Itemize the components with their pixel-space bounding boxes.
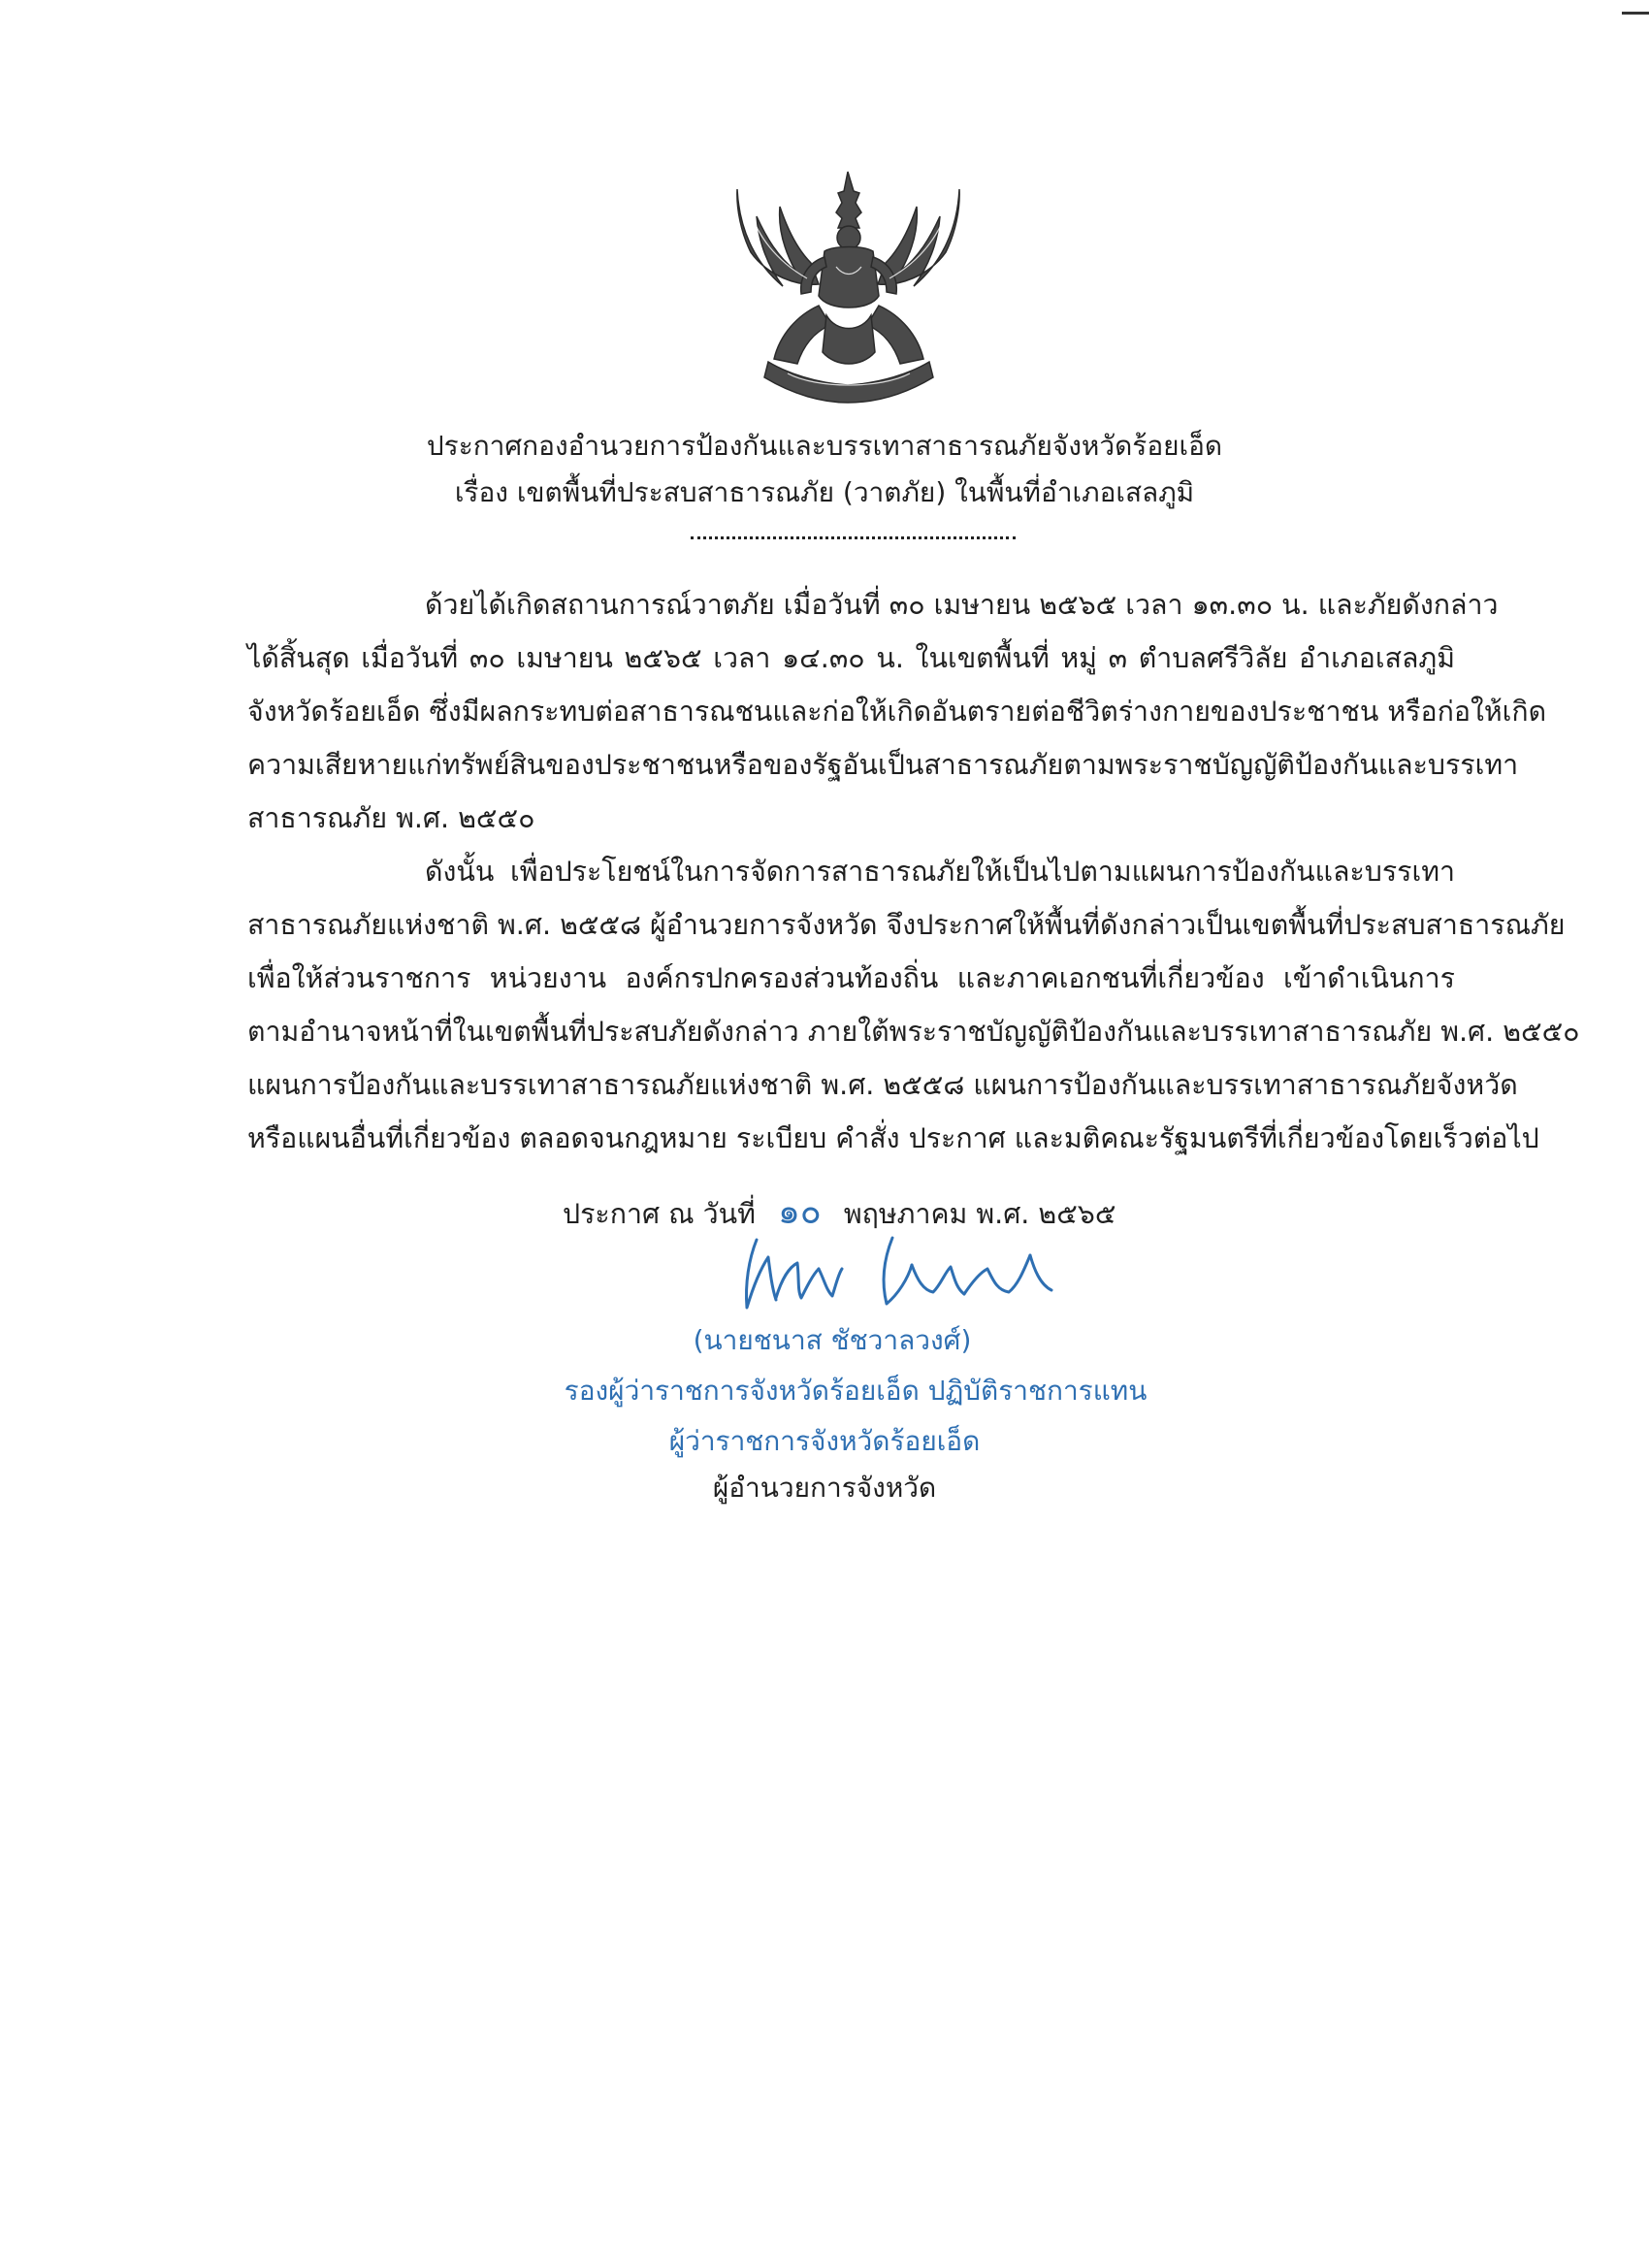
paragraph-2-line: แผนการป้องกันและบรรเทาสาธารณภัยแห่งชาติ พ.ศ. ๒๕๕๘ แผนการป้องกันและบรรเทาสาธารณภัยจังหวัด xyxy=(247,1069,1518,1101)
paragraph-2-line: ตามอำนาจหน้าที่ในเขตพื้นที่ประสบภัยดังกล่าว ภายใต้พระราชบัญญัติป้องกันและบรรเทาสาธารณภัย พ.ศ. ๒๕๕๐ xyxy=(247,1016,1580,1048)
signatory-name: (นายชนาส ชัชวาลวงศ์) xyxy=(693,1324,972,1356)
paragraph-1-line: ด้วยได้เกิดสถานการณ์วาตภัย เมื่อวันที่ ๓๐ เมษายน ๒๕๖๕ เวลา ๑๓.๓๐ น. และภัยดังกล่าว xyxy=(425,589,1499,621)
handwritten-signature xyxy=(718,1230,1067,1317)
scan-edge-mark xyxy=(1622,12,1649,15)
date-day: ๑๐ xyxy=(777,1192,822,1232)
signatory-position: ผู้อำนวยการจังหวัด xyxy=(712,1472,937,1504)
garuda-emblem-icon xyxy=(729,170,967,407)
paragraph-2-line: เพื่อให้ส่วนราชการ หน่วยงาน องค์กรปกครองส่วนท้องถิ่น และภาคเอกชนที่เกี่ยวข้อง เข้าดำเนินการ xyxy=(247,962,1455,994)
paragraph-1-line: จังหวัดร้อยเอ็ด ซึ่งมีผลกระทบต่อสาธารณชนและก่อให้เกิดอันตรายต่อชีวิตร่างกายของประชาชน หรือก่อให้เกิด xyxy=(247,696,1547,728)
signatory-position: รองผู้ว่าราชการจังหวัดร้อยเอ็ด ปฏิบัติราชการแทน xyxy=(564,1375,1148,1407)
signatory-position: ผู้ว่าราชการจังหวัดร้อยเอ็ด xyxy=(668,1425,981,1457)
title-separator xyxy=(691,536,1016,539)
paragraph-1-line: ได้สิ้นสุด เมื่อวันที่ ๓๐ เมษายน ๒๕๖๕ เวลา ๑๔.๓๐ น. ในเขตพื้นที่ หมู่ ๓ ตำบลศรีวิลัย อำเภอเสลภูมิ xyxy=(247,642,1455,674)
paragraph-2-line: ดังนั้น เพื่อประโยชน์ในการจัดการสาธารณภัยให้เป็นไปตามแผนการป้องกันและบรรเทา xyxy=(425,856,1455,888)
paragraph-2-line: สาธารณภัยแห่งชาติ พ.ศ. ๒๕๕๘ ผู้อำนวยการจังหวัด จึงประกาศให้พื้นที่ดังกล่าวเป็นเขตพื้นที่ประสบสาธารณภัย xyxy=(247,909,1566,941)
date-month-year: พฤษภาคม พ.ศ. ๒๕๖๕ xyxy=(843,1198,1116,1230)
paragraph-1-line: ความเสียหายแก่ทรัพย์สินของประชาชนหรือของรัฐอันเป็นสาธารณภัยตามพระราชบัญญัติป้องกันและบรรเทา xyxy=(247,749,1519,781)
date-prefix: ประกาศ ณ วันที่ xyxy=(563,1198,756,1230)
paragraph-2-line: หรือแผนอื่นที่เกี่ยวข้อง ตลอดจนกฎหมาย ระเบียบ คำสั่ง ประกาศ และมติคณะรัฐมนตรีที่เกี่ยวข้องโดยเร็วต่อไป xyxy=(247,1122,1539,1154)
paragraph-1-line: สาธารณภัย พ.ศ. ๒๕๕๐ xyxy=(247,802,535,834)
announcement-subject: เรื่อง เขตพื้นที่ประสบสาธารณภัย (วาตภัย) ในพื้นที่อำเภอเสลภูมิ xyxy=(454,476,1195,508)
announcement-title: ประกาศกองอำนวยการป้องกันและบรรเทาสาธารณภัยจังหวัดร้อยเอ็ด xyxy=(426,430,1223,462)
